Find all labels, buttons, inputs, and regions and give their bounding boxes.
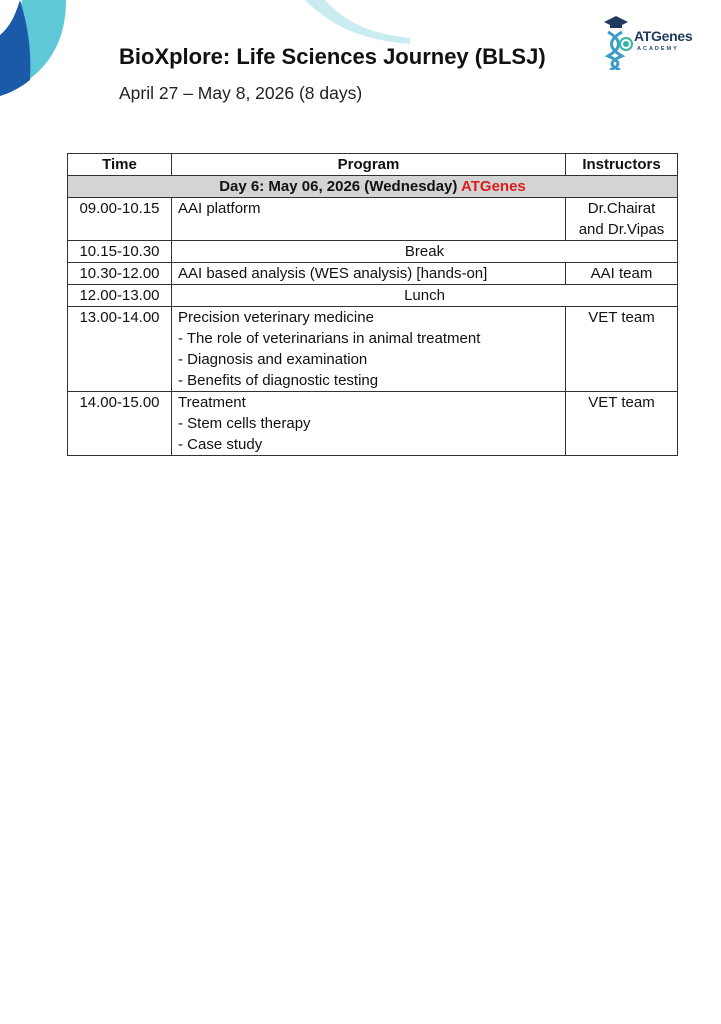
program-line: - Stem cells therapy	[178, 415, 311, 432]
program-line: - Case study	[178, 436, 263, 453]
logo-tagline: ACADEMY	[637, 46, 679, 52]
program-line: - Diagnosis and examination	[178, 351, 368, 368]
program-line: AAI platform	[178, 200, 261, 217]
column-header-instructors: Instructors	[566, 154, 678, 176]
program-cell	[172, 307, 566, 392]
break-cell: Break	[172, 241, 678, 263]
instructor-cell: AAI team	[566, 263, 678, 285]
table-header-row	[68, 154, 678, 176]
column-header-program: Program	[172, 154, 566, 176]
atgenes-logo	[600, 14, 710, 70]
page-title: BioXplore: Life Sciences Journey (BLSJ)	[119, 44, 546, 69]
day-label: Day 6: May 06, 2026 (Wednesday)	[219, 178, 458, 195]
table-row	[68, 241, 678, 263]
program-line: Treatment	[178, 394, 246, 411]
instructor-line: Dr.Chairat	[587, 200, 656, 217]
dna-graduation-cap-icon	[600, 14, 634, 70]
time-cell: 12.00-13.00	[68, 285, 172, 307]
time-cell: 10.30-12.00	[68, 263, 172, 285]
table-row	[68, 392, 678, 456]
schedule-table	[67, 153, 678, 456]
table-row	[68, 285, 678, 307]
program-cell: AAI based analysis (WES analysis) [hands-on]	[172, 263, 566, 285]
table-row	[68, 307, 678, 392]
table-row	[68, 198, 678, 241]
program-line: Precision veterinary medicine	[178, 309, 374, 326]
deco-arc	[305, 0, 410, 44]
day-row	[68, 176, 678, 198]
instructor-line: and Dr.Vipas	[578, 221, 665, 238]
instructor-cell: VET team	[566, 392, 678, 456]
program-cell	[172, 392, 566, 456]
day-label-cell	[68, 176, 678, 198]
time-cell: 13.00-14.00	[68, 307, 172, 392]
date-range: April 27 – May 8, 2026 (8 days)	[119, 83, 363, 103]
program-line: - The role of veterinarians in animal treatment	[178, 330, 481, 347]
instructor-cell: VET team	[566, 307, 678, 392]
logo-name: ATGenes	[634, 28, 693, 44]
lunch-cell: Lunch	[172, 285, 678, 307]
program-cell	[172, 198, 566, 241]
instructor-cell	[566, 198, 678, 241]
program-line: - Benefits of diagnostic testing	[178, 372, 379, 389]
table-row	[68, 263, 678, 285]
column-header-time: Time	[68, 154, 172, 176]
time-cell: 09.00-10.15	[68, 198, 172, 241]
time-cell: 14.00-15.00	[68, 392, 172, 456]
day-organization: ATGenes	[461, 178, 526, 195]
time-cell: 10.15-10.30	[68, 241, 172, 263]
